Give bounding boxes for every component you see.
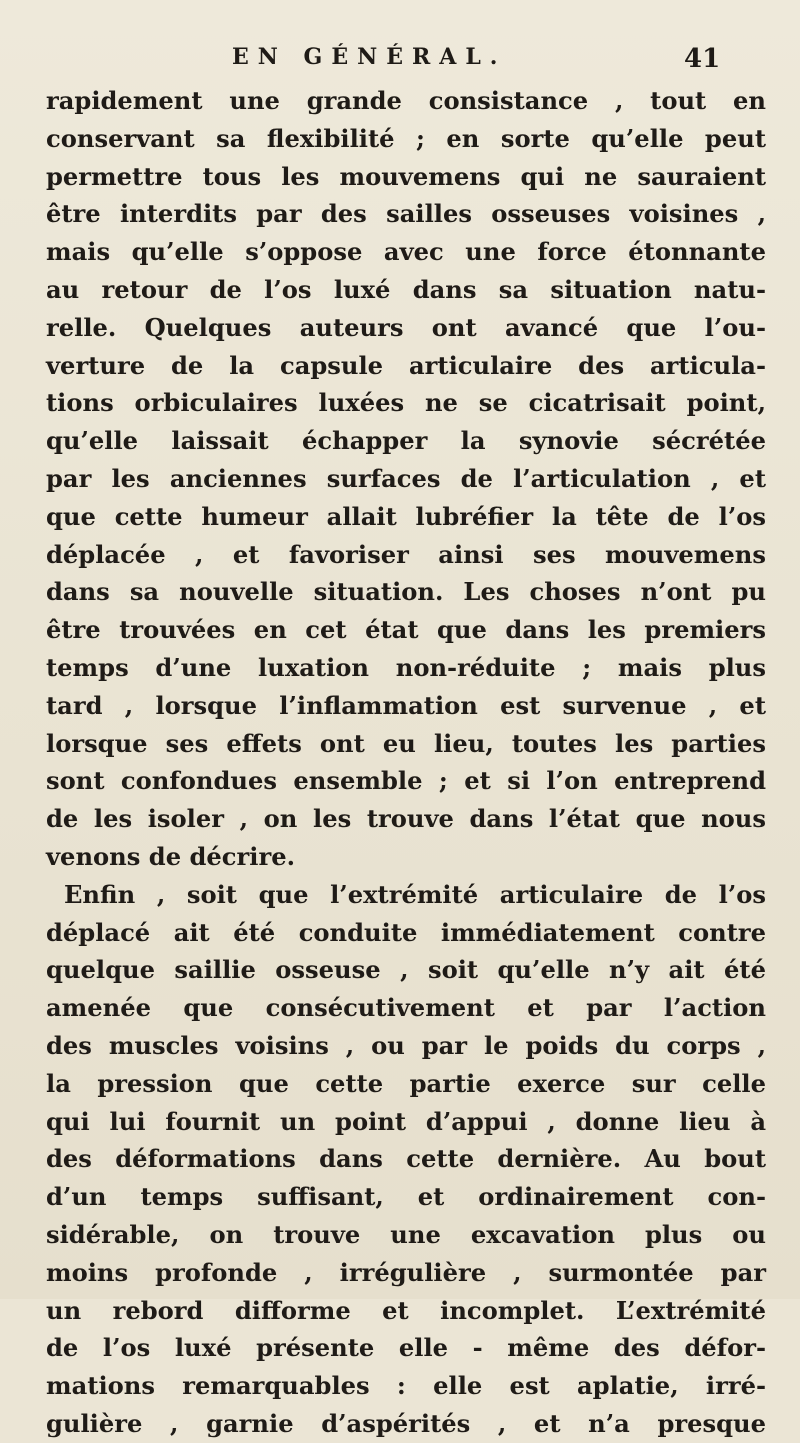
text-line: quelque saillie osseuse , soit qu’elle n’y ait été: [46, 955, 766, 985]
paragraph-start-line: Enfin , soit que l’extrémité articulaire de l’os: [64, 879, 766, 909]
running-head: EN GÉNÉRAL.: [232, 44, 507, 70]
text-line: moins profonde , irrégulière , surmontée par: [46, 1257, 766, 1287]
page-header: [0, 44, 800, 84]
page-number: 41: [684, 44, 721, 74]
text-line: relle. Quelques auteurs ont avancé que l’ou-: [46, 312, 766, 342]
text-line: qui lui fournit un point d’appui , donne lieu à: [46, 1106, 766, 1136]
text-line: dans sa nouvelle situation. Les choses n’ont pu: [46, 577, 766, 607]
text-line: qu’elle laissait échapper la synovie sécrétée: [46, 426, 766, 456]
text-line: la pression que cette partie exerce sur celle: [46, 1068, 766, 1098]
text-line: d’un temps suffisant, et ordinairement con-: [46, 1182, 766, 1212]
text-line: des muscles voisins , ou par le poids du corps ,: [46, 1030, 766, 1060]
text-line: des déformations dans cette dernière. Au bout: [46, 1144, 766, 1174]
text-line: mais qu’elle s’oppose avec une force étonnante: [46, 237, 766, 267]
text-line: de l’os luxé présente elle - même des défor-: [46, 1333, 766, 1363]
text-line: tions orbiculaires luxées ne se cicatrisait point,: [46, 388, 766, 418]
text-line: être interdits par des sailles osseuses voisines ,: [46, 199, 766, 229]
text-line: rapidement une grande consistance , tout en: [46, 86, 766, 115]
text-line: au retour de l’os luxé dans sa situation natu-: [46, 274, 766, 304]
text-line: être trouvées en cet état que dans les premiers: [46, 615, 766, 645]
text-line: un rebord difforme et incomplet. L’extrémité: [46, 1295, 766, 1325]
text-line: temps d’une luxation non-réduite ; mais plus: [46, 652, 766, 682]
text-line: déplacé ait été conduite immédiatement contre: [46, 917, 766, 947]
text-line: permettre tous les mouvemens qui ne sauraient: [46, 161, 766, 191]
text-line: déplacée , et favoriser ainsi ses mouvemens: [46, 539, 766, 569]
text-line: conservant sa flexibilité ; en sorte qu’elle peut: [46, 123, 766, 153]
text-line: sidérable, on trouve une excavation plus ou: [46, 1219, 766, 1249]
text-line: lorsque ses effets ont eu lieu, toutes les parties: [46, 728, 766, 758]
text-line: mations remarquables : elle est aplatie, irré-: [46, 1371, 766, 1401]
text-line: gulière , garnie d’aspérités , et n’a presque: [46, 1408, 766, 1438]
text-line: tard , lorsque l’inflammation est survenue , et: [46, 690, 766, 720]
paragraph-end-line: venons de décrire.: [46, 841, 296, 871]
text-line: amenée que consécutivement et par l’action: [46, 993, 766, 1023]
body-text: [46, 82, 766, 1443]
text-line: de les isoler , on les trouve dans l’état que nous: [46, 804, 766, 834]
text-line: que cette humeur allait lubréfier la tête de l’os: [46, 501, 766, 531]
text-line: verture de la capsule articulaire des articula-: [46, 350, 766, 380]
text-line: par les anciennes surfaces de l’articulation , et: [46, 463, 766, 493]
text-line: sont confondues ensemble ; et si l’on entreprend: [46, 766, 766, 796]
